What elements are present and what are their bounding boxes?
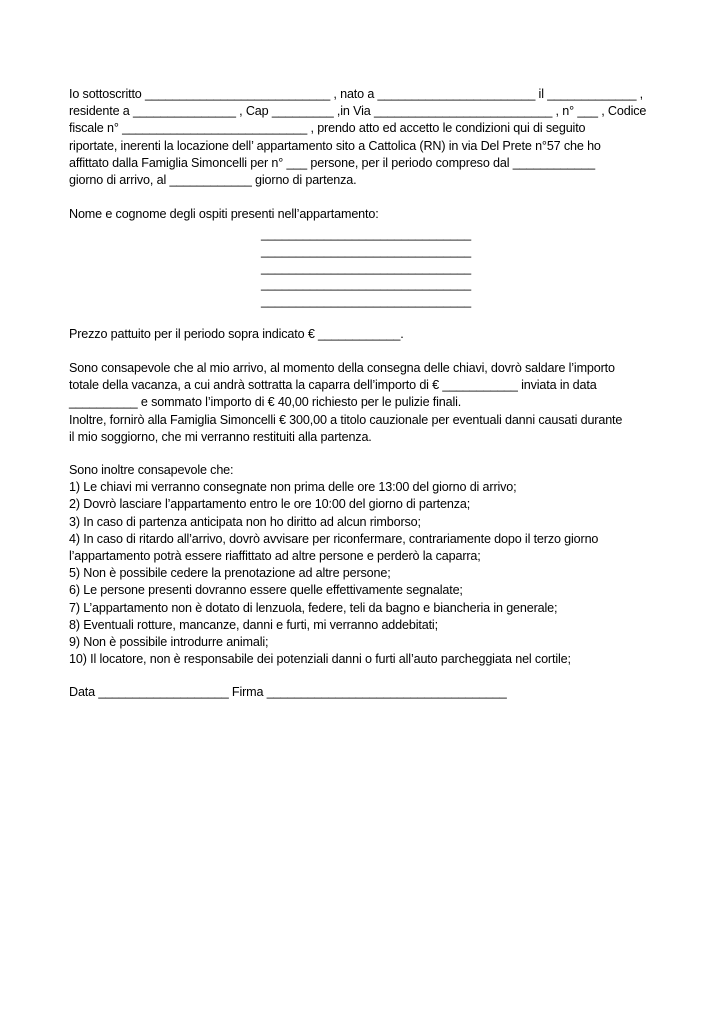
- text-line: Sono consapevole che al mio arrivo, al momento della consegna delle chiavi, dovrò saldare l’importo: [69, 361, 615, 375]
- text-line: Inoltre, fornirò alla Famiglia Simoncelli € 300,00 a titolo cauzionale per eventuali danni causati durante: [69, 412, 623, 427]
- text-line: riportate, inerenti la locazione dell’ appartamento sito a Cattolica (RN) in via Del Prete n°57 che ho: [69, 138, 601, 153]
- conditions-list: [69, 462, 598, 668]
- condition-item: 9) Non è possibile introdurre animali;: [69, 635, 269, 650]
- condition-item: 8) Eventuali rotture, mancanze, danni e furti, mi verranno addebitati;: [69, 617, 438, 632]
- text-line: residente a _______________ , Cap _________ ,in Via __________________________ , n° ___ , Codice: [69, 104, 647, 119]
- payment-paragraph: [69, 360, 622, 446]
- price-text: Prezzo pattuito per il periodo sopra indicato € ____________.: [69, 327, 404, 341]
- date-signature-text: Data ___________________ Firma ___________________________________: [69, 685, 507, 699]
- price-line: [69, 326, 404, 343]
- guest-line: ______________________________: [261, 227, 472, 241]
- condition-item: 2) Dovrò lasciare l’appartamento entro le ore 10:00 del giorno di partenza;: [69, 497, 471, 512]
- text-line: Io sottoscritto ___________________________ , nato a _______________________ il _____________ ,: [69, 87, 643, 101]
- text-line: giorno di arrivo, al ____________ giorno di partenza.: [69, 173, 357, 188]
- condition-item: 1) Le chiavi mi verranno consegnate non prima delle ore 13:00 del giorno di arrivo;: [69, 480, 517, 495]
- guests-label: [69, 206, 379, 223]
- condition-item: 10) Il locatore, non è responsabile dei potenziali danni o furti all’auto parcheggiata nel cortile;: [69, 652, 571, 667]
- guest-line: ______________________________: [261, 260, 472, 275]
- guests-label-text: Nome e cognome degli ospiti presenti nell’appartamento:: [69, 207, 379, 221]
- text-line: affittato dalla Famiglia Simoncelli per n° ___ persone, per il periodo compreso dal ____________: [69, 155, 595, 170]
- condition-item: 3) In caso di partenza anticipata non ho diritto ad alcun rimborso;: [69, 514, 421, 529]
- condition-item: 4) In caso di ritardo all’arrivo, dovrò avvisare per riconfermare, contrariamente dopo il terzo giorno: [69, 531, 599, 546]
- text-line: __________ e sommato l’importo di € 40,00 richiesto per le pulizie finali.: [69, 395, 462, 410]
- condition-item: l’appartamento potrà essere riaffittato ad altre persone e perderò la caparra;: [69, 549, 481, 564]
- guest-line: ______________________________: [261, 294, 472, 309]
- condition-item: 7) L’appartamento non è dotato di lenzuola, federe, teli da bagno e biancheria in generale;: [69, 600, 558, 615]
- guest-line: ______________________________: [261, 243, 472, 258]
- signature-line: [69, 684, 507, 701]
- text-line: fiscale n° ___________________________ , prendo atto ed accetto le condizioni qui di seguito: [69, 121, 586, 136]
- condition-item: 6) Le persone presenti dovranno essere quelle effettivamente segnalate;: [69, 583, 463, 598]
- text-line: totale della vacanza, a cui andrà sottratta la caparra dell’importo di € ___________ inviata in data: [69, 378, 597, 393]
- declaration-paragraph: [69, 86, 646, 189]
- conditions-intro: Sono inoltre consapevole che:: [69, 463, 234, 477]
- text-line: il mio soggiorno, che mi verranno restituiti alla partenza.: [69, 429, 372, 444]
- guest-lines: [261, 226, 471, 310]
- guest-line: ______________________________: [261, 277, 472, 292]
- condition-item: 5) Non è possibile cedere la prenotazione ad altre persone;: [69, 566, 391, 581]
